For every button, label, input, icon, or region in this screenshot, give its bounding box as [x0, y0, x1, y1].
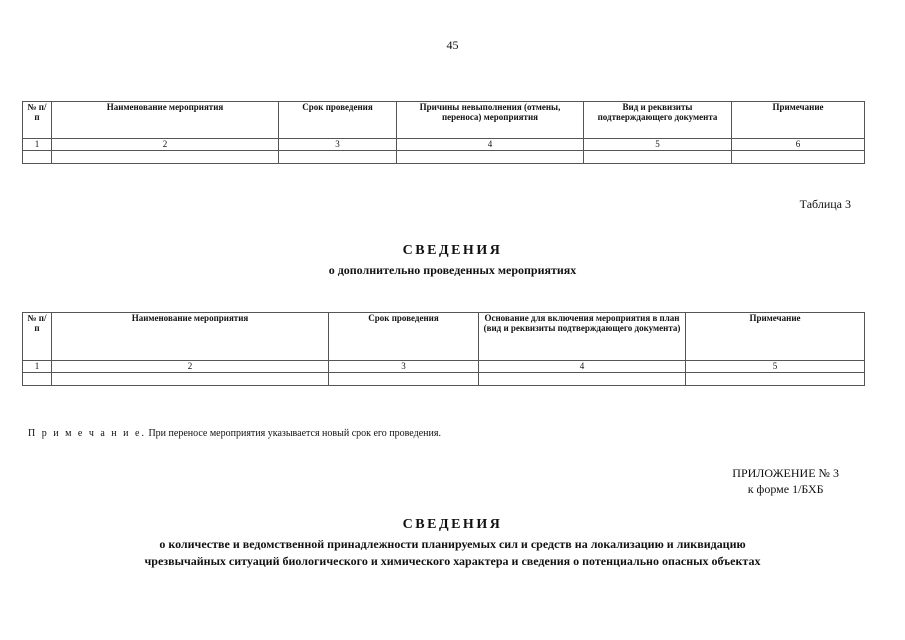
column-number: 3 — [329, 361, 479, 373]
appendix-number: ПРИЛОЖЕНИЕ № 3 — [732, 466, 839, 480]
header-measure-name: Наименование мероприятия — [52, 313, 329, 361]
empty-cell — [52, 151, 279, 164]
column-number: 1 — [23, 139, 52, 151]
section-subtitle: о дополнительно проведенных мероприятиях — [328, 263, 577, 277]
empty-cell — [279, 151, 397, 164]
appendix-form: к форме 1/БХБ — [747, 482, 824, 496]
footnote-label: П р и м е ч а н и е. — [28, 428, 146, 439]
column-number: 6 — [732, 139, 865, 151]
empty-cell — [397, 151, 584, 164]
section-subtitle — [0, 536, 905, 570]
header-document: Вид и реквизиты подтверждающего документа — [584, 102, 732, 139]
header-note: Примечание — [686, 313, 865, 361]
column-number-row — [23, 139, 865, 151]
header-note: Примечание — [732, 102, 865, 139]
table-header-row — [23, 313, 865, 361]
header-failure-reasons: Причины невыполнения (отмены, переноса) мероприятия — [397, 102, 584, 139]
column-number: 2 — [52, 361, 329, 373]
table-header-row — [23, 102, 865, 139]
empty-cell — [584, 151, 732, 164]
footnote-text: При переносе мероприятия указывается новый срок его проведения. — [148, 428, 441, 439]
footnote — [28, 428, 441, 439]
empty-cell — [732, 151, 865, 164]
empty-cell — [23, 151, 52, 164]
section-subtitle-line: о количестве и ведомственной принадлежности планируемых сил и средств на локализацию и ликвидацию — [159, 537, 746, 551]
header-inclusion-basis: Основание для включения мероприятия в план (вид и реквизиты подтверждающего документа) — [479, 313, 686, 361]
column-number: 4 — [479, 361, 686, 373]
column-number: 5 — [584, 139, 732, 151]
page-number: 45 — [446, 38, 459, 52]
column-number: 2 — [52, 139, 279, 151]
empty-cell — [479, 373, 686, 386]
empty-cell — [686, 373, 865, 386]
header-deadline: Срок проведения — [329, 313, 479, 361]
header-measure-name: Наименование мероприятия — [52, 102, 279, 139]
appendix-heading — [732, 465, 839, 497]
table-caption: Таблица 3 — [799, 197, 851, 211]
column-number: 1 — [23, 361, 52, 373]
column-number: 4 — [397, 139, 584, 151]
section-subtitle-line: чрезвычайных ситуаций биологического и химического характера и сведения о потенциально опасных объектах — [144, 554, 761, 568]
header-number: № п/п — [23, 102, 52, 139]
empty-cell — [23, 373, 52, 386]
section-title: СВЕДЕНИЯ — [402, 517, 503, 532]
column-number-row — [23, 361, 865, 373]
measures-not-executed-table — [22, 101, 865, 164]
empty-cell — [52, 373, 329, 386]
empty-cell — [329, 373, 479, 386]
section-title: СВЕДЕНИЯ — [402, 243, 503, 258]
header-number: № п/п — [23, 313, 52, 361]
additional-measures-table — [22, 312, 865, 386]
table-row — [23, 373, 865, 386]
column-number: 3 — [279, 139, 397, 151]
column-number: 5 — [686, 361, 865, 373]
table-row — [23, 151, 865, 164]
header-deadline: Срок проведения — [279, 102, 397, 139]
